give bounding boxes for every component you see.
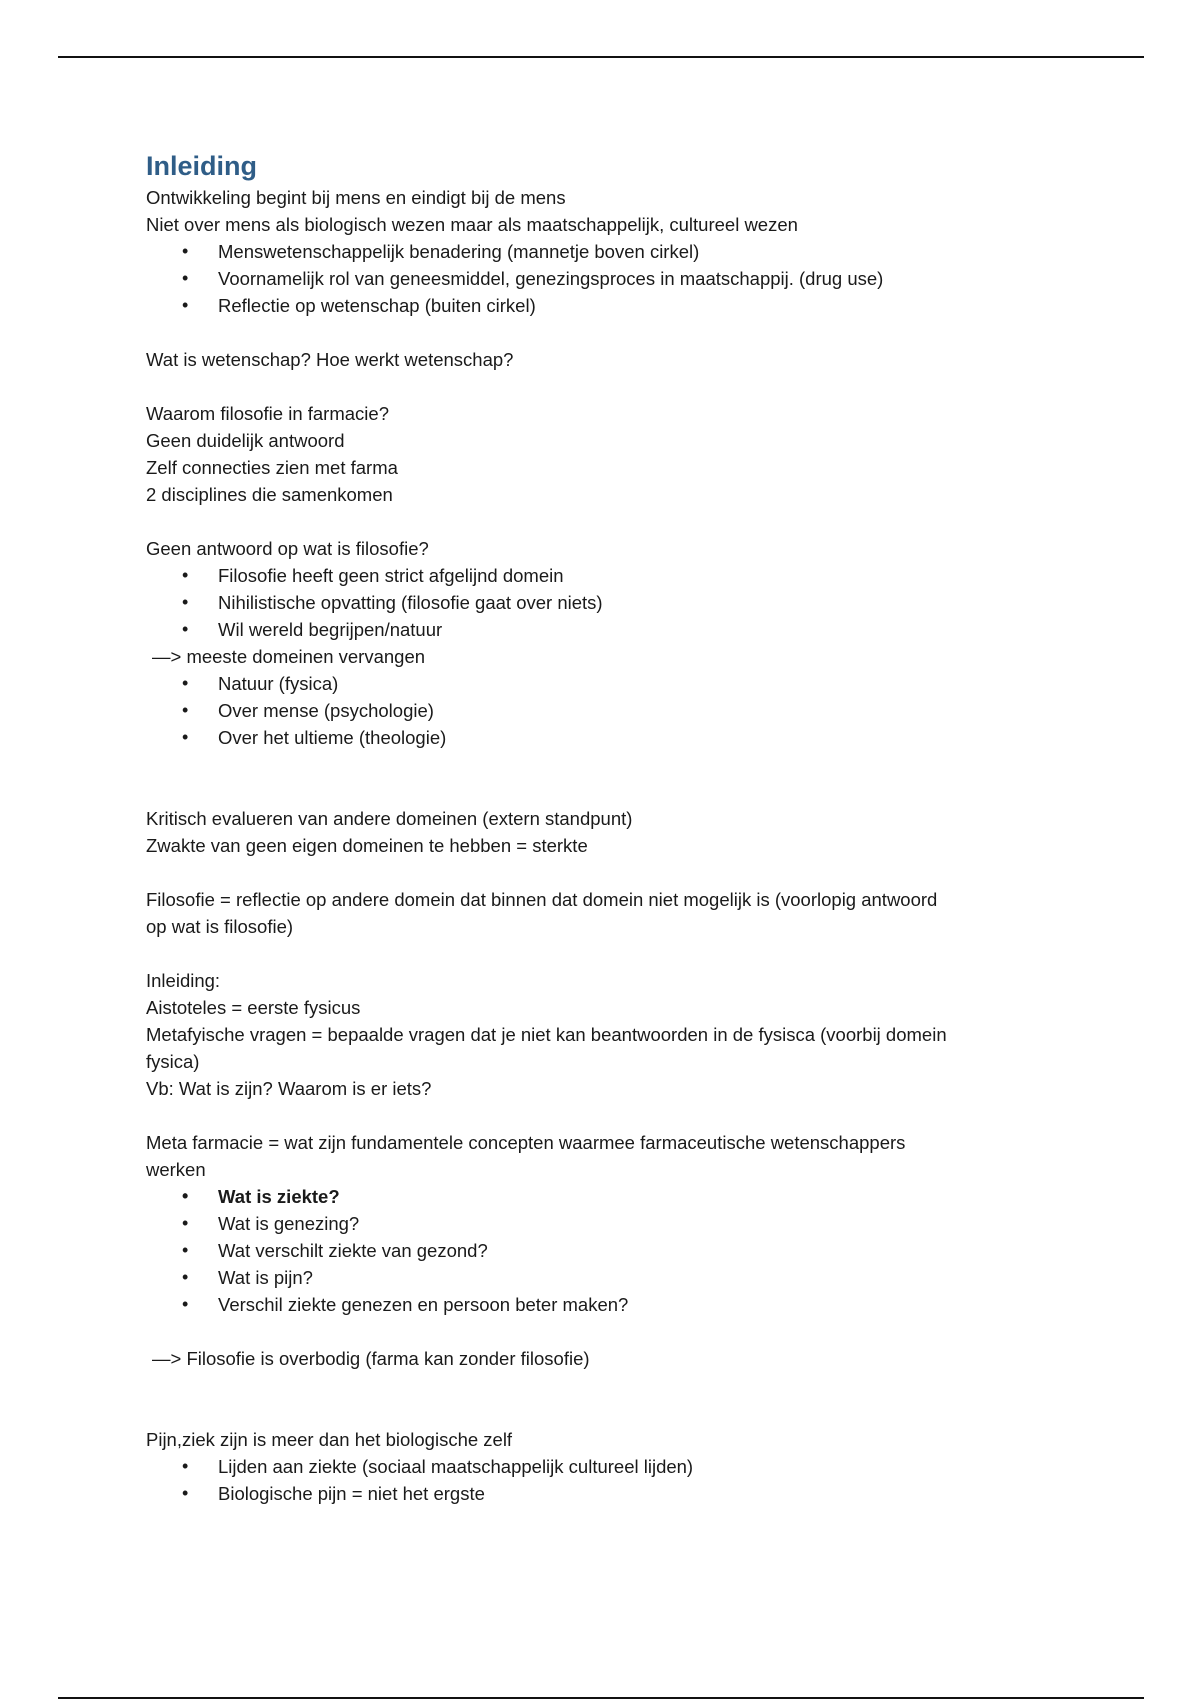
list-item: • Wat is genezing? <box>146 1210 1066 1237</box>
section-heading: Inleiding <box>146 151 257 181</box>
list-item: • Over mense (psychologie) <box>146 697 1066 724</box>
list-item: • Wat is pijn? <box>146 1264 1066 1291</box>
meta-bullet-list <box>146 1183 1066 1318</box>
waarom-line-3: Zelf connecties zien met farma <box>146 457 398 478</box>
kritisch-line-2: Zwakte van geen eigen domeinen te hebben = sterkte <box>146 835 588 856</box>
meta-line-2: werken <box>146 1159 206 1180</box>
list-item: • Wat verschilt ziekte van gezond? <box>146 1237 1066 1264</box>
list-item: • Biologische pijn = niet het ergste <box>146 1480 1066 1507</box>
meta-line-1: Meta farmacie = wat zijn fundamentele concepten waarmee farmaceutische wetenschappers <box>146 1132 906 1153</box>
list-item: • Nihilistische opvatting (filosofie gaat over niets) <box>146 589 1066 616</box>
document-body <box>146 148 1066 1507</box>
filosofie-def-line-2: op wat is filosofie) <box>146 916 294 937</box>
kritisch-line-1: Kritisch evalueren van andere domeinen (extern standpunt) <box>146 808 633 829</box>
list-item: • Verschil ziekte genezen en persoon beter maken? <box>146 1291 1066 1318</box>
waarom-line-2: Geen duidelijk antwoord <box>146 430 345 451</box>
list-item: • Voornamelijk rol van geneesmiddel, genezingsproces in maatschappij. (drug use) <box>146 265 1066 292</box>
list-item: • Reflectie op wetenschap (buiten cirkel) <box>146 292 1066 319</box>
pijn-line: Pijn,ziek zijn is meer dan het biologische zelf <box>146 1429 513 1450</box>
geen-antwoord-line: Geen antwoord op wat is filosofie? <box>146 538 429 559</box>
inleiding2-line-2: Aistoteles = eerste fysicus <box>146 997 361 1018</box>
footer-rule <box>58 1697 1144 1699</box>
filosofie-def-line-1: Filosofie = reflectie op andere domein dat binnen dat domein niet mogelijk is (voorlopig antwoord <box>146 889 938 910</box>
list-item: • Wil wereld begrijpen/natuur <box>146 616 1066 643</box>
waarom-line-4: 2 disciplines die samenkomen <box>146 484 393 505</box>
filosofie-bullet-list <box>146 562 1066 643</box>
list-item: • Menswetenschappelijk benadering (mannetje boven cirkel) <box>146 238 1066 265</box>
header-rule <box>58 56 1144 58</box>
list-item: • Filosofie heeft geen strict afgelijnd domein <box>146 562 1066 589</box>
arrow-line-overbodig: —> Filosofie is overbodig (farma kan zonder filosofie) <box>152 1348 590 1369</box>
inleiding2-line-3: Metafyische vragen = bepaalde vragen dat je niet kan beantwoorden in de fysisca (voorbij domein <box>146 1024 947 1045</box>
arrow-line-domeinen: —> meeste domeinen vervangen <box>152 646 426 667</box>
domeinen-bullet-list <box>146 670 1066 751</box>
inleiding2-line-4: fysica) <box>146 1051 200 1072</box>
intro-bullet-list <box>146 238 1066 319</box>
intro-line-1: Ontwikkeling begint bij mens en eindigt bij de mens <box>146 187 566 208</box>
question-wetenschap: Wat is wetenschap? Hoe werkt wetenschap? <box>146 349 514 370</box>
intro-line-2: Niet over mens als biologisch wezen maar als maatschappelijk, cultureel wezen <box>146 214 798 235</box>
pijn-bullet-list <box>146 1453 1066 1507</box>
inleiding2-line-1: Inleiding: <box>146 970 221 991</box>
list-item: • Lijden aan ziekte (sociaal maatschappelijk cultureel lijden) <box>146 1453 1066 1480</box>
list-item: • Over het ultieme (theologie) <box>146 724 1066 751</box>
waarom-line-1: Waarom filosofie in farmacie? <box>146 403 389 424</box>
list-item: • Wat is ziekte? <box>146 1183 1066 1210</box>
list-item: • Natuur (fysica) <box>146 670 1066 697</box>
inleiding2-line-5: Vb: Wat is zijn? Waarom is er iets? <box>146 1078 432 1099</box>
